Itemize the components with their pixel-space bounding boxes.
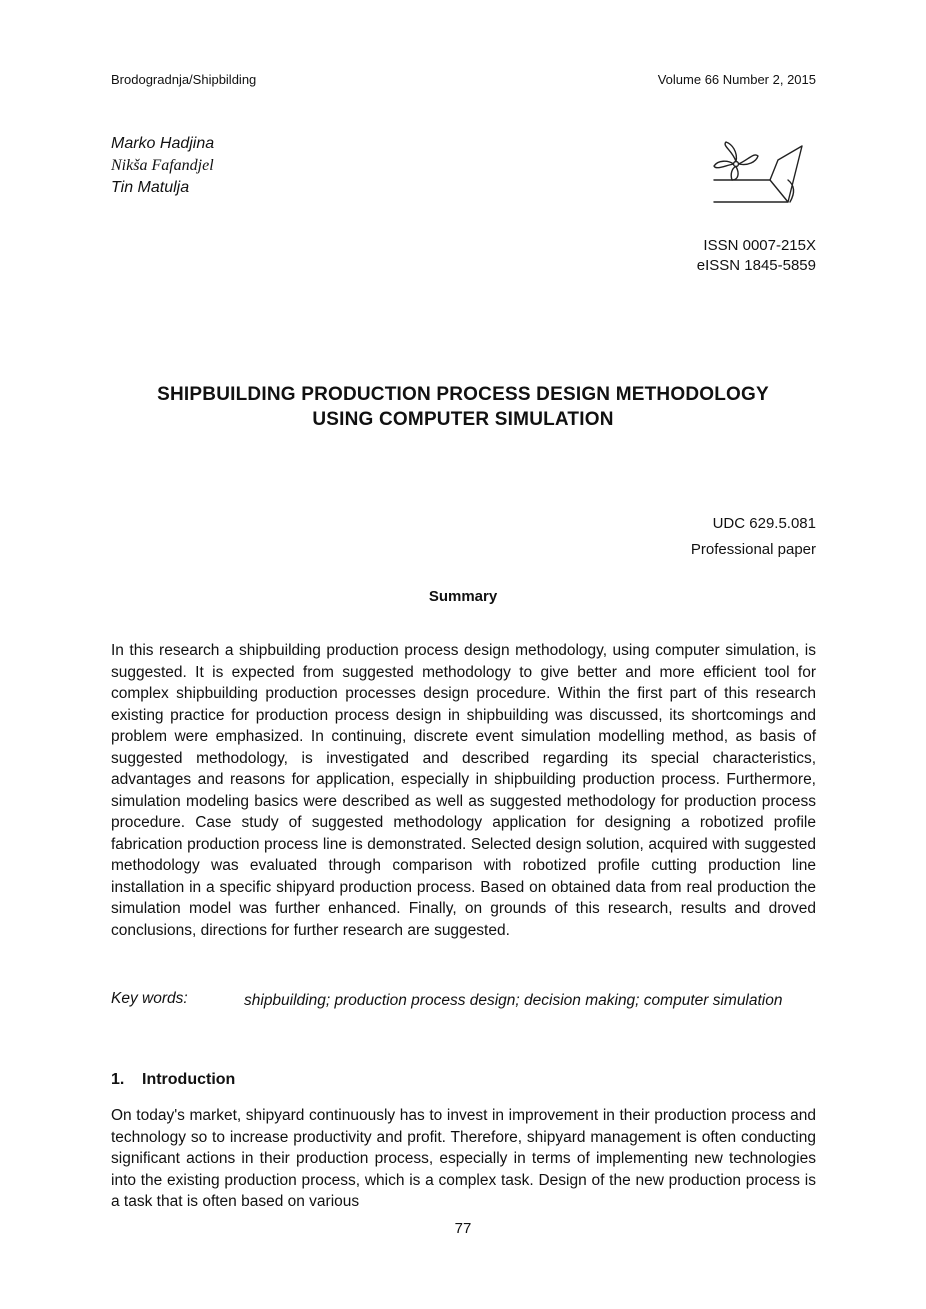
- volume-info: Volume 66 Number 2, 2015: [657, 72, 816, 87]
- author-list: [111, 133, 214, 199]
- section-number: 1.: [111, 1071, 125, 1088]
- journal-name: Brodogradnja/Shipbilding: [111, 72, 257, 87]
- paper-type: Professional paper: [690, 541, 816, 558]
- intro-text: On today's market, shipyard continuously has to invest in improvement in their production process and technology so to increase productivity and profit. Therefore, shipyard management is often conducting significant actions in their production process, especially in terms of implementing new technologies into the existing production process, which is a complex task. Design of the new production process is a task that is often based on various: [111, 1107, 816, 1210]
- author-1: Marko Hadjina: [111, 135, 215, 152]
- page-number: 77: [454, 1220, 472, 1237]
- udc-code: UDC 629.5.081: [712, 515, 816, 532]
- paper-title: [100, 382, 826, 432]
- keywords-label: Key words:: [111, 990, 188, 1007]
- keywords-text: shipbuilding; production process design; decision making; computer simulation: [244, 992, 783, 1009]
- summary-heading: Summary: [428, 588, 498, 605]
- title-line-2: USING COMPUTER SIMULATION: [312, 409, 614, 430]
- summary-text: In this research a shipbuilding production process design methodology, using computer simulation, is suggested. It is expected from suggested methodology to give better and more efficient tool for complex shipbuilding production processes design procedure. Within the first part of this research existing practice for production process design in shipbuilding was discussed, its shortcomings and problem were emphasized. In continuing, discrete event simulation modelling method, as basis of suggested methodology, is investigated and described regarding its special characteristics, advantages and reasons for application, especially in shipbuilding production process. Furthermore, simulation modeling basics were described as well as suggested methodology for production process procedure. Case study of suggested methodology application for designing a robotized profile fabrication production process line is demonstrated. Selected design solution, acquired with suggested methodology was evaluated through comparison with robotized profile cutting production line installation in a specific shipyard production process. Based on obtained data from real production the simulation model was further enhanced. Finally, on grounds of this research, results and droved conclusions, directions for further research are suggested.: [111, 642, 816, 939]
- issn-electronic: eISSN 1845-5859: [696, 257, 816, 274]
- author-2: Nikša Fafandjel: [111, 157, 214, 174]
- section-heading: [111, 1071, 235, 1089]
- section-title: Introduction: [142, 1071, 236, 1088]
- classification-block: [691, 511, 816, 563]
- issn-block: [697, 236, 816, 276]
- author-3: Tin Matulja: [111, 179, 190, 196]
- issn-print: ISSN 0007-215X: [703, 237, 816, 254]
- title-line-1: SHIPBUILDING PRODUCTION PROCESS DESIGN METHODOLOGY: [157, 384, 769, 405]
- journal-logo-icon: [712, 140, 808, 208]
